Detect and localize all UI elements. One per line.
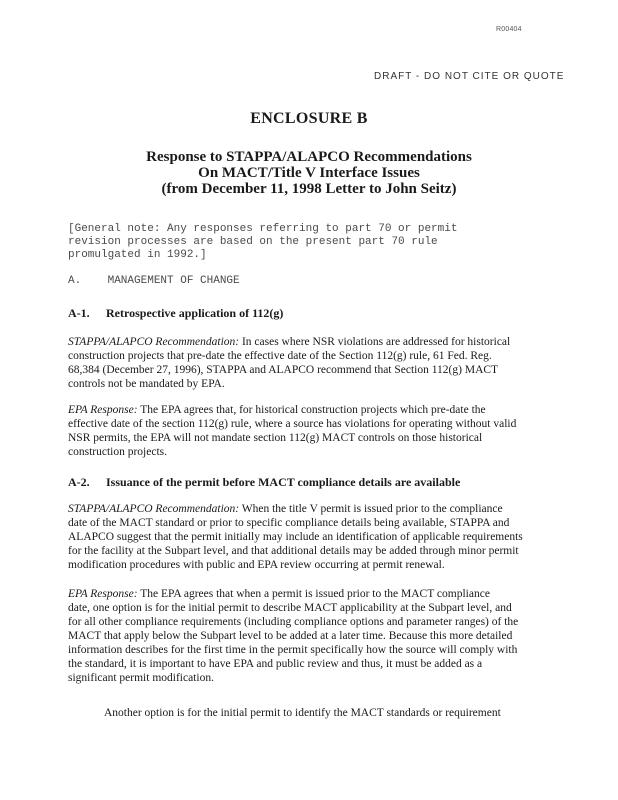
general-note-line: [General note: Any responses referring to part 70 or permit bbox=[68, 223, 458, 235]
title-line: On MACT/Title V Interface Issues bbox=[198, 165, 420, 181]
para-line: 68,384 (December 27, 1996), STAPPA and ALAPCO recommend that Section 112(g) MACT bbox=[68, 364, 499, 376]
para-line: MACT that apply below the Subpart level to be added at a later time. Because this more detailed bbox=[68, 630, 513, 642]
section-a1-heading bbox=[68, 306, 283, 321]
recommendation-text: When the title V permit is issued prior to the compliance bbox=[239, 503, 503, 515]
para-line: for all other compliance requirements (including compliance options and parameter ranges) of the bbox=[68, 616, 519, 628]
para-line bbox=[68, 403, 538, 417]
para-line: date of the MACT standard or prior to specific compliance details being available, STAPPA and bbox=[68, 517, 510, 529]
para-line: ALAPCO suggest that the permit initially may include an identification of applicable requirements bbox=[68, 531, 523, 543]
section-number: A-1. bbox=[68, 306, 90, 320]
page-stamp: R00404 bbox=[496, 26, 522, 33]
section-title: Retrospective application of 112(g) bbox=[106, 306, 284, 320]
title-line: Response to STAPPA/ALAPCO Recommendations bbox=[146, 149, 472, 165]
para-line: effective date of the section 112(g) rule, where a source has violations for operating without valid bbox=[68, 418, 517, 430]
a2-response bbox=[68, 587, 538, 685]
para-line: construction projects. bbox=[68, 446, 168, 458]
para-line: modification procedures with public and EPA review occurring at permit renewal. bbox=[68, 559, 445, 571]
a2-recommendation bbox=[68, 502, 538, 572]
para-line: information describes for the first time in the permit specifically how the source will comply with bbox=[68, 644, 518, 656]
para-line bbox=[68, 587, 538, 601]
response-text: The EPA agrees that when a permit is issued prior to the MACT compliance bbox=[137, 588, 490, 600]
enclosure-title: ENCLOSURE B bbox=[250, 110, 368, 127]
para-line bbox=[68, 502, 538, 516]
recommendation-text: In cases where NSR violations are addressed for historical bbox=[239, 336, 511, 348]
para-line bbox=[68, 335, 538, 349]
para-line: NSR permits, the EPA will not mandate section 112(g) MACT controls on those historical bbox=[68, 432, 483, 444]
section-title: Issuance of the permit before MACT compliance details are available bbox=[106, 475, 461, 489]
section-number: A-2. bbox=[68, 475, 90, 489]
title-line: (from December 11, 1998 Letter to John Seitz) bbox=[161, 181, 457, 197]
response-text: The EPA agrees that, for historical construction projects which pre-date the bbox=[137, 404, 486, 416]
para-line: significant permit modification. bbox=[68, 672, 214, 684]
recommendation-label: STAPPA/ALAPCO Recommendation: bbox=[68, 336, 240, 348]
general-note-line: promulgated in 1992.] bbox=[68, 249, 207, 261]
para-line: controls not be mandated by EPA. bbox=[68, 378, 225, 390]
a1-recommendation bbox=[68, 335, 538, 391]
section-a2-heading bbox=[68, 475, 460, 490]
a1-response bbox=[68, 403, 538, 459]
para-line: for the facility at the Subpart level, and that additional details may be added through minor permit bbox=[68, 545, 519, 557]
a2-continuation bbox=[104, 706, 574, 720]
recommendation-label: STAPPA/ALAPCO Recommendation: bbox=[68, 503, 240, 515]
para-line: the standard, it is important to have EPA and public review and thus, it must be added as a bbox=[68, 658, 483, 670]
document-title bbox=[0, 149, 618, 197]
section-heading: A. MANAGEMENT OF CHANGE bbox=[68, 275, 240, 287]
para-line: date, one option is for the initial permit to describe MACT applicability at the Subpart level, and bbox=[68, 602, 512, 614]
para-line: construction projects that pre-date the effective date of the Section 112(g) rule, 61 Fed. Reg. bbox=[68, 350, 492, 362]
general-note bbox=[68, 223, 528, 262]
general-note-line: revision processes are based on the present part 70 rule bbox=[68, 236, 438, 248]
para-line: Another option is for the initial permit to identify the MACT standards or requirement bbox=[104, 707, 501, 719]
response-label: EPA Response: bbox=[68, 588, 138, 600]
response-label: EPA Response: bbox=[68, 404, 138, 416]
draft-notice: DRAFT - DO NOT CITE OR QUOTE bbox=[374, 71, 565, 82]
